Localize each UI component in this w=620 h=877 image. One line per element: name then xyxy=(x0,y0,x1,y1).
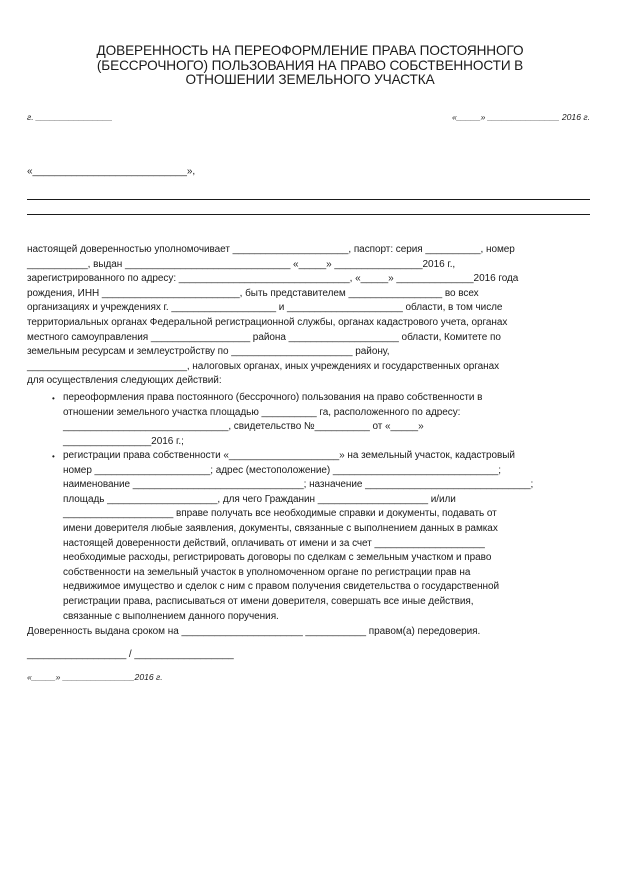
bullet-icon: • xyxy=(52,452,55,461)
validity-line: Доверенность выдана сроком на ______________________ ___________ правом(а) передоверия. xyxy=(27,626,481,637)
bullet-icon: • xyxy=(52,394,55,403)
bullet2-line-12: связанные с выполнением данного поручения. xyxy=(63,610,279,622)
title-line-3: ОТНОШЕНИИ ЗЕМЕЛЬНОГО УЧАСТКА xyxy=(185,72,435,88)
intro-line-10: для осуществления следующих действий: xyxy=(27,375,222,387)
blank-rule-2 xyxy=(27,214,590,215)
bullet2-line-5: ____________________ вправе получать все необходимые справки и документы, подавать от xyxy=(63,508,497,520)
intro-line-8: земельным ресурсам и землеустройству по ______________________ району, xyxy=(27,346,390,358)
bullet2-line-1: регистрации права собственности «____________________» на земельный участок, кадастровый xyxy=(63,450,515,461)
signature-line: __________________ / __________________ xyxy=(27,649,234,660)
bullet2-line-7: настоящей доверенности действий, оплачивать от имени и за счет ____________________ xyxy=(63,537,485,549)
bullet2-line-4: площадь ____________________, для чего Гражданин ____________________ и/или xyxy=(63,493,456,505)
bullet1-line-3: ______________________________, свидетельство №__________ от «_____» xyxy=(63,421,424,433)
final-date-line: «_____» _______________2016 г. xyxy=(27,672,163,682)
intro-line-7: местного самоуправления __________________ района ____________________ области, Комитете по xyxy=(27,331,501,343)
blank-rule-1 xyxy=(27,199,590,200)
bullet1-line-2: отношении земельного участка площадью __________ га, расположенного по адресу: xyxy=(63,406,461,418)
bullet2-line-2: номер _____________________; адрес (местоположение) ______________________________; xyxy=(63,464,501,476)
date-line: «_____» _______________ 2016 г. xyxy=(451,112,590,122)
place-line: г. ________________ xyxy=(27,112,113,122)
bullet1-line-1: переоформления права постоянного (бессрочного) пользования на право собственности в xyxy=(63,392,483,403)
bullet2-line-6: имени доверителя любые заявления, документы, связанные с выполнением данных в рамках xyxy=(63,523,498,534)
intro-line-9: _____________________________, налоговых органах, иных учреждениях и государственных органах xyxy=(27,360,500,372)
bullet2-line-11: регистрации права, расписываться от имени доверителя, совершать все иные действия, xyxy=(63,596,474,607)
bullet1-line-4: ________________2016 г.; xyxy=(63,435,184,447)
intro-line-3: зарегистрированного по адресу: _______________________________, «_____» ______________2016 года xyxy=(27,273,519,285)
intro-line-6: территориальных органах Федеральной регистрационной службы, органах кадастрового учета, органах xyxy=(27,317,508,328)
intro-line-2: ___________, выдан ______________________________ «_____» ________________2016 г., xyxy=(27,258,456,270)
bullet2-line-10: недвижимое имущество и сделок с ним с правом получения свидетельства о государственной xyxy=(63,581,500,593)
title-line-2: (БЕССРОЧНОГО) ПОЛЬЗОВАНИЯ НА ПРАВО СОБСТВЕННОСТИ В xyxy=(96,57,524,73)
bullet2-line-8: необходимые расходы, регистрировать договоры по сделкам с земельным участком и право xyxy=(63,552,492,564)
intro-line-1: настоящей доверенностью уполномочивает _____________________, паспорт: серия __________, номер xyxy=(27,244,515,255)
title-line-1: ДОВЕРЕННОСТЬ НА ПЕРЕОФОРМЛЕНИЕ ПРАВА ПОСТОЯННОГО xyxy=(96,43,524,58)
document-title xyxy=(40,44,580,88)
bullet2-line-9: собственности на земельный участок в уполномоченном органе по регистрации прав на xyxy=(63,566,471,578)
intro-line-5: организациях и учреждениях г. ___________________ и _____________________ области, в том числе xyxy=(27,302,503,314)
principal-line: «____________________________», xyxy=(27,166,196,177)
intro-line-4: рождения, ИНН _________________________, быть представителем _________________ во всех xyxy=(27,287,479,299)
bullet2-line-3: наименование _______________________________; назначение ______________________________; xyxy=(63,479,534,491)
